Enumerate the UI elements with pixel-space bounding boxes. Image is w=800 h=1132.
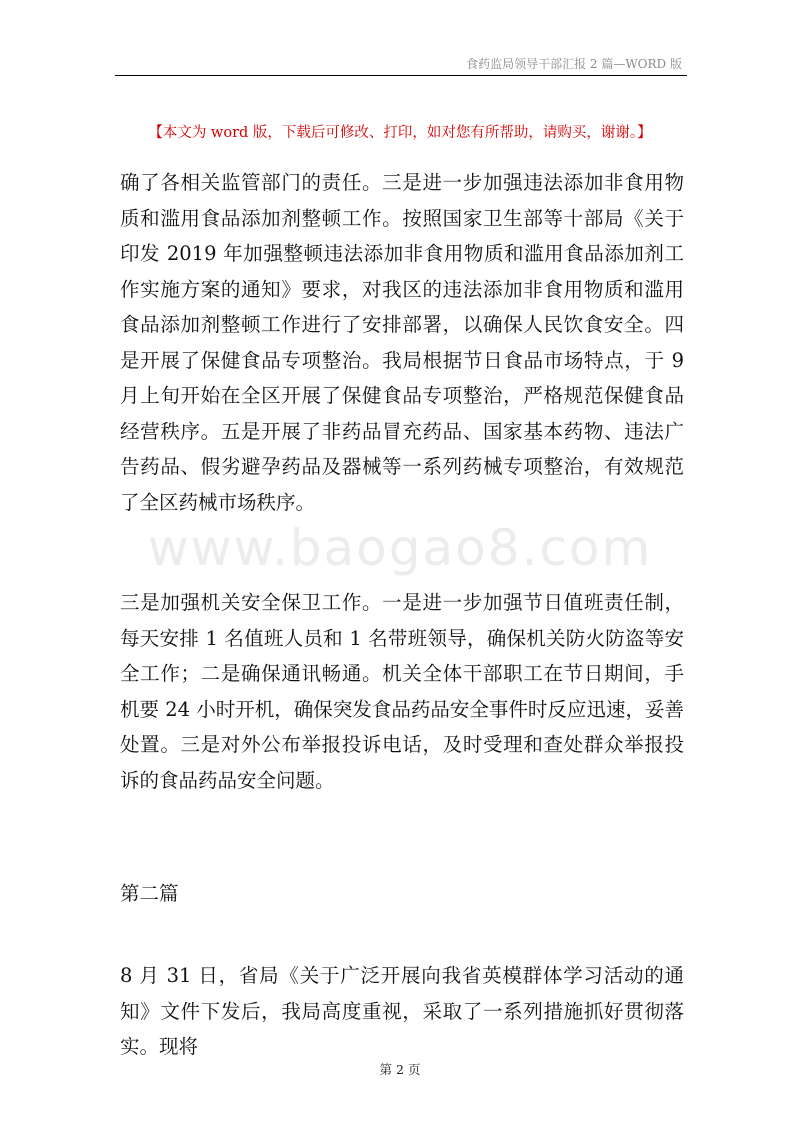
section-heading-second: 第二篇 xyxy=(120,882,179,905)
paragraph-continuation: 确了各相关监管部门的责任。三是进一步加强违法添加非食用物质和滥用食品添加剂整顿工作。按照国家卫生部等十部局《关于印发 2019 年加强整顿违法添加非食用物质和滥用食品添加剂工作实施方案的通知》要求，对我区的违法添加非食用物质和滥用食品添加剂整顿工作进行了安排部署，以确保人民饮食安全。四是开展了保健食品专项整治。我局根据节日食品市场特点，于 9 月上旬开始在全区开展了保健食品专项整治，严格规范保健食品经营秩序。五是开展了非药品冒充药品、国家基本药物、违法广告药品、假劣避孕药品及器械等一系列药械专项整治，有效规范了全区药械市场秩序。 xyxy=(120,171,684,514)
download-notice: 【本文为 word 版，下载后可修改、打印，如对您有所帮助，请购买，谢谢。】 xyxy=(148,125,652,141)
header-divider xyxy=(115,75,687,76)
paragraph-security: 三是加强机关安全保卫工作。一是进一步加强节日值班责任制，每天安排 1 名值班人员和 1 名带班领导，确保机关防火防盗等安全工作；二是确保通讯畅通。机关全体干部职工在节日期间，手机要 24 小时开机，确保突发食品药品安全事件时反应迅速，妥善处置。三是对外公布举报投诉电话，及时受理和查处群众举报投诉的食品药品安全问题。 xyxy=(120,591,684,792)
site-watermark: www.baogao8.com xyxy=(147,519,653,577)
paragraph-second-intro: 8 月 31 日，省局《关于广泛开展向我省英模群体学习活动的通知》文件下发后，我局高度重视，采取了一系列措施抓好贯彻落实。现将 xyxy=(120,964,684,1058)
page-number: 第 2 页 xyxy=(379,1062,421,1077)
running-header: 食药监局领导干部汇报 2 篇—WORD 版 xyxy=(466,57,682,71)
